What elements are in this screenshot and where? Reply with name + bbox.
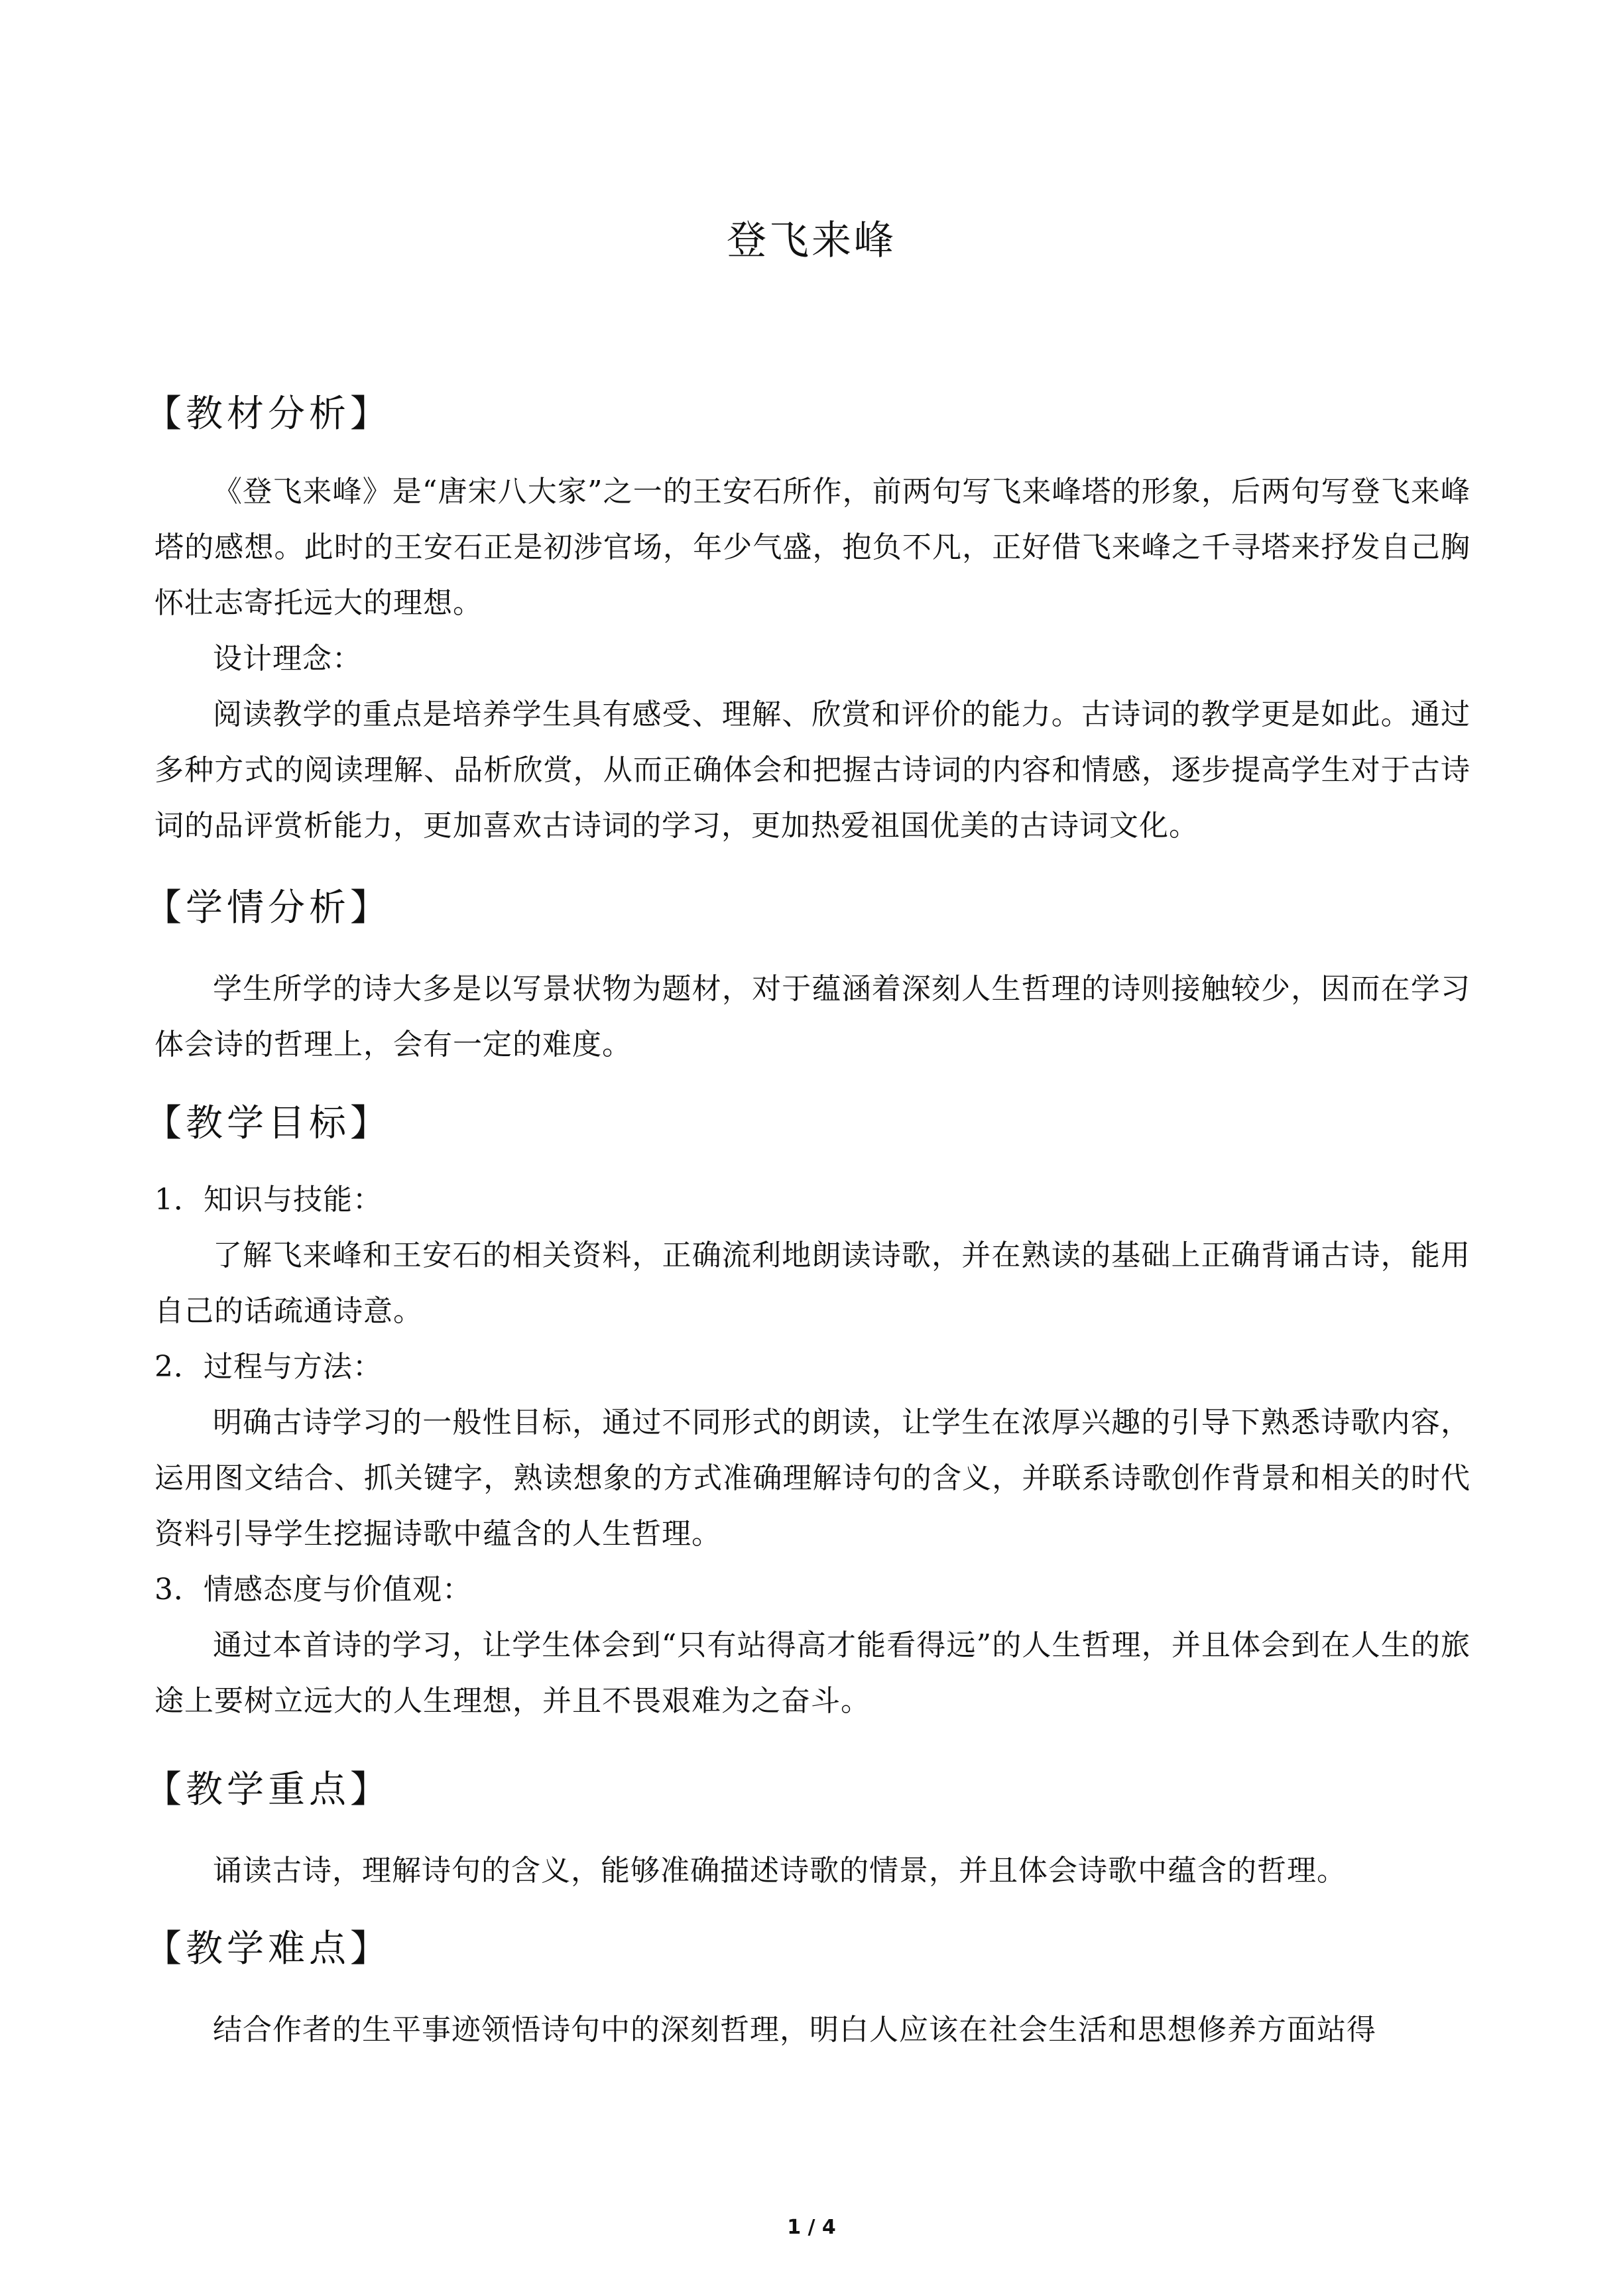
- difficulties-paragraph: 结合作者的生平事迹领悟诗句中的深刻哲理，明白人应该在社会生活和思想修养方面站得: [213, 2013, 1376, 2047]
- design-concept-label: 设计理念：: [213, 642, 362, 676]
- textbook-analysis-paragraph: 《登飞来峰》是“唐宋八大家”之一的王安石所作，前两句写飞来峰塔的形象，后两句写登飞来峰塔的感想。此时的王安石正是初涉官场，年少气盛，抱负不凡，正好借飞来峰之千寻塔来抒发自己胸怀壮志寄托远大的理想。: [154, 475, 1471, 620]
- goal-1-text: 了解飞来峰和王安石的相关资料，正确流利地朗读诗歌，并在熟读的基础上正确背诵古诗，能用自己的话疏通诗意。: [154, 1239, 1471, 1328]
- section-heading-teaching-goals: 【教学目标】: [145, 1102, 391, 1145]
- document-title: 登飞来峰: [727, 217, 896, 264]
- goal-2-text: 明确古诗学习的一般性目标，通过不同形式的朗读，让学生在浓厚兴趣的引导下熟悉诗歌内容，运用图文结合、抓关键字，熟读想象的方式准确理解诗句的含义，并联系诗歌创作背景和相关的时代资料引导学生挖掘诗歌中蕴含的人生哲理。: [154, 1406, 1471, 1551]
- goal-3-text: 通过本首诗的学习，让学生体会到“只有站得高才能看得远”的人生哲理，并且体会到在人生的旅途上要树立远大的人生理想，并且不畏艰难为之奋斗。: [154, 1628, 1471, 1718]
- page-number: 1 / 4: [787, 2216, 836, 2239]
- student-analysis-paragraph: 学生所学的诗大多是以写景状物为题材，对于蕴涵着深刻人生哲理的诗则接触较少，因而在学习体会诗的哲理上，会有一定的难度。: [154, 972, 1471, 1061]
- section-heading-key-points: 【教学重点】: [145, 1768, 391, 1811]
- goal-2-label: 2．过程与方法：: [154, 1350, 383, 1384]
- section-heading-student-analysis: 【学情分析】: [145, 886, 391, 930]
- section-heading-difficulties: 【教学难点】: [145, 1927, 391, 1970]
- design-concept-paragraph: 阅读教学的重点是培养学生具有感受、理解、欣赏和评价的能力。古诗词的教学更是如此。通过多种方式的阅读理解、品析欣赏，从而正确体会和把握古诗词的内容和情感，逐步提高学生对于古诗词的品评赏析能力，更加喜欢古诗词的学习，更加热爱祖国优美的古诗词文化。: [154, 697, 1471, 843]
- key-points-paragraph: 诵读古诗，理解诗句的含义，能够准确描述诗歌的情景，并且体会诗歌中蕴含的哲理。: [213, 1854, 1347, 1888]
- goal-3-label: 3．情感态度与价值观：: [154, 1573, 472, 1606]
- section-heading-textbook-analysis: 【教材分析】: [145, 393, 391, 436]
- goal-1-label: 1．知识与技能：: [154, 1183, 383, 1217]
